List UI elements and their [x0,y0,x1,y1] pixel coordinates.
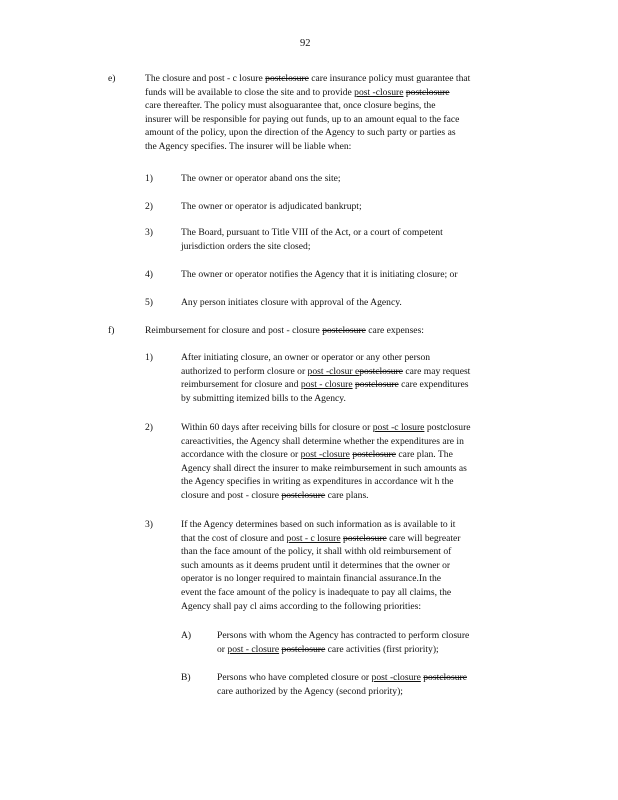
f3-line-2b: care will begreater [389,532,461,544]
f3b-line-1a: Persons who have completed closure or [217,672,370,683]
f2-line-4: Agency shall direct the insurer to make reimbursement in such amounts as [181,462,467,474]
f3a-line-1: Persons with whom the Agency has contracted to perform closure [217,630,470,641]
f2-line-3-strike: postclosure [352,449,397,461]
f3-sub-a-text [217,629,532,656]
f1-line-2-under: post -closur e [307,365,360,377]
f-title-strike: postclosure [322,325,366,336]
e-item-3-line-1: The Board, pursuant to Title VIII of the Act, or a court of competent [181,227,443,238]
f1-line-3a: reimbursement for closure and [181,379,299,391]
f-item-2-label: 2) [145,422,153,433]
e-item-5-text: Any person initiates closure with approval of the Agency. [181,297,402,308]
f2-line-5: the Agency specifies in writing as expenditures in accordance wit h the [181,476,454,488]
f2-line-1-under: post -c losure [372,422,425,433]
f2-line-2: careactivities, the Agency shall determine whether the expenditures are in [181,435,464,447]
e-line-2-strike: postclosure [405,86,450,98]
f2-line-6a: closure and post - closure [181,489,280,501]
f2-line-3a: accordance with the closure or [181,449,299,461]
f-item-1-text [181,351,526,405]
f1-line-1: After initiating closure, an owner or operator or any other person [181,352,431,363]
f1-line-2a: authorized to perform closure or [181,365,306,377]
f3a-line-2-strike: postclosure [281,643,326,655]
f-title-a: Reimbursement for closure and post - closure [145,325,320,336]
e-item-3-text [181,226,443,253]
f1-line-2b: care may request [405,365,471,377]
f3-line-4: such amounts as it deems prudent until it determines that the owner or [181,559,451,571]
f-item-2-text [181,421,541,503]
section-e-label: e) [108,73,116,84]
f-item-1-label: 1) [145,352,153,363]
e-line-2: funds will be available to close the site and to provide [145,86,352,98]
f1-line-2-strike: postclosure [359,365,403,377]
f-item-3-label: 3) [145,519,153,530]
f3b-line-1-under: post -closure [371,672,421,683]
e-item-4-label: 4) [145,269,153,280]
e-item-2-text: The owner or operator is adjudicated bankrupt; [181,201,362,212]
f3-line-6: event the face amount of the policy is inadequate to pay all claims, the [181,586,452,598]
f3-line-2-strike: postclosure [343,532,387,544]
e-line-1: The closure and post - c losure [145,73,263,84]
f3-sub-a-label: A) [181,630,192,641]
f3a-line-2-under: post - closure [227,643,280,655]
e-line-1b: care insurance policy must guarantee that [311,73,471,84]
f1-line-3-under: post - closure [300,379,353,391]
e-item-5-label: 5) [145,297,153,308]
f3a-line-2b: care activities (first priority); [327,643,439,655]
e-item-4-text: The owner or operator notifies the Agency that it is initiating closure; or [181,269,458,280]
f3-sub-b-label: B) [181,672,191,683]
f2-line-6b: care plans. [327,489,369,501]
section-f-title [145,324,424,338]
f3-line-2a: that the cost of closure and [181,532,285,544]
e-line-4: insurer will be responsible for paying out funds, up to an amount equal to the face [145,113,460,125]
e-item-3-label: 3) [145,227,153,238]
page-number: 92 [300,38,311,49]
f-item-3-text [181,518,531,613]
e-item-2-label: 2) [145,201,153,212]
f3a-line-2a: or [217,643,225,655]
f2-line-3b: care plan. The [398,449,453,461]
f2-line-1b: postclosure [426,422,471,433]
f-title-b: care expenses: [368,325,424,336]
f3-line-3: than the face amount of the policy, it shall withh old reimbursement of [181,546,452,558]
f3b-line-1-strike: postclosure [423,672,467,683]
e-item-3-line-2: jurisdiction orders the site closed; [181,240,311,252]
section-f-label: f) [108,325,115,336]
section-e-text [145,72,540,154]
f3b-line-2: care authorized by the Agency (second priority); [217,685,403,697]
e-line-2-under: post -closure [354,86,404,98]
e-line-5: amount of the policy, upon the direction of the Agency to such party or parties as [145,127,456,139]
f2-line-1a: Within 60 days after receiving bills for closure or [181,422,371,433]
e-line-1-strike: postclosure [265,73,309,84]
f1-line-3b: care expenditures [401,379,469,391]
e-line-6: the Agency specifies. The insurer will be liable when: [145,140,352,152]
f3-line-1: If the Agency determines based on such information as is available to it [181,519,456,530]
f3-line-2-under: post - c losure [286,532,341,544]
e-item-1-text: The owner or operator aband ons the site; [181,173,341,184]
f3-line-7: Agency shall pay cl aims according to the following priorities: [181,600,422,612]
f3-line-5: operator is no longer required to maintain financial assurance.In the [181,573,442,585]
e-line-3: care thereafter. The policy must alsoguarantee that, once closure begins, the [145,100,436,112]
f3-sub-b-text [217,671,532,698]
f1-line-4: by submitting itemized bills to the Agency. [181,392,346,404]
f1-line-3-strike: postclosure [355,379,399,391]
e-item-1-label: 1) [145,173,153,184]
f2-line-3-under: post -closure [300,449,350,461]
f2-line-6-strike: postclosure [281,489,326,501]
